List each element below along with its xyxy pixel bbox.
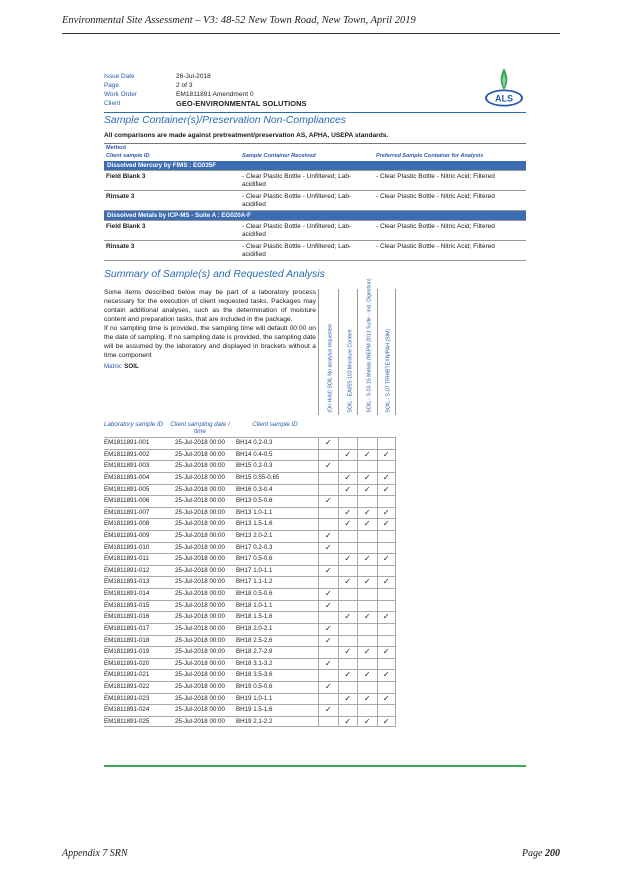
matrix-value: SOIL — [124, 363, 139, 371]
meta-value: EM1811891 Amendment 0 — [176, 91, 254, 98]
check-mark-icon — [357, 496, 377, 507]
intro-paragraph: If no sampling time is provided, the sampling time will default 00:00 on the date of sampling. If no sampling date is provided, the sampling date will be assumed by the laboratory and displayed in brackets without a time component — [104, 324, 316, 359]
client-sample-id: BH13 1.5-1.6 — [236, 520, 273, 528]
preferred-container: - Clear Plastic Bottle - Nitric Acid; Filtered — [374, 191, 526, 211]
check-mark-icon — [338, 624, 358, 635]
check-mark-icon: ✓ — [318, 705, 338, 716]
check-mark-icon — [357, 682, 377, 693]
check-mark-icon — [318, 519, 338, 530]
sampling-date: 25-Jul-2018 00:00 — [175, 717, 225, 725]
client-sample-id: BH19 1.5-1.6 — [236, 706, 273, 714]
check-mark-icon: ✓ — [377, 485, 397, 496]
sampling-date: 25-Jul-2018 00:00 — [175, 532, 225, 540]
lab-sample-id: EM1811891-011 — [104, 555, 149, 563]
sampling-date: 25-Jul-2018 00:00 — [175, 694, 225, 702]
table-row — [104, 542, 396, 554]
check-mark-icon: ✓ — [357, 485, 377, 496]
table-row — [104, 704, 396, 716]
check-mark-icon — [357, 543, 377, 554]
client-sample-id: BH18 3.5-3.6 — [236, 671, 273, 679]
table-row — [104, 623, 396, 635]
check-mark-icon — [318, 694, 338, 705]
table-row — [104, 221, 526, 241]
lab-sample-id: EM1811891-024 — [104, 706, 150, 714]
table-row — [104, 530, 396, 542]
check-mark-icon — [377, 659, 397, 670]
check-mark-icon: ✓ — [338, 577, 358, 588]
check-mark-icon: ✓ — [338, 612, 358, 623]
table-row — [104, 588, 396, 600]
check-mark-icon — [377, 636, 397, 647]
lab-sample-id: EM1811891-023 — [104, 694, 150, 702]
client-sample-id: BH19 0.5-0.6 — [236, 682, 273, 690]
intro-paragraph: Some items described below may be part of a laboratory process necessary for the execution of client requested tasks. Packages may contain additional analyses, such as the determination of moisture content and preparation tasks, that are included in the package. — [104, 289, 316, 323]
sampling-date: 25-Jul-2018 00:00 — [175, 601, 225, 609]
page-footer — [62, 848, 560, 859]
lab-sample-id: EM1811891-013 — [104, 578, 150, 586]
sampling-date: 25-Jul-2018 00:00 — [175, 648, 225, 656]
page-header-title: Environmental Site Assessment – V3: 48-52 New Town Road, New Town, April 2019 — [62, 15, 416, 26]
sampling-date: 25-Jul-2018 00:00 — [175, 497, 225, 505]
check-mark-icon: ✓ — [357, 612, 377, 623]
analysis-col-metals — [357, 277, 377, 415]
table-row — [104, 191, 526, 211]
check-mark-icon — [377, 496, 397, 507]
lab-sample-id: EM1811891-019 — [104, 648, 150, 656]
client-sample-id: Field Blank 3 — [104, 171, 240, 191]
client-sample-id: BH18 1.0-1.1 — [236, 601, 273, 609]
client-sample-id: BH19 2.1-2.2 — [236, 717, 273, 725]
table-row — [104, 171, 526, 191]
client-sample-id: BH18 0.5-0.6 — [236, 590, 273, 598]
check-mark-icon — [318, 717, 338, 727]
analysis-label: SOIL - EA055-103 Moisture Content — [347, 329, 354, 413]
check-mark-icon: ✓ — [357, 554, 377, 565]
table-row — [104, 484, 396, 496]
check-mark-icon — [377, 438, 397, 449]
col-container-received: Sample Container Received — [242, 152, 316, 159]
check-mark-icon: ✓ — [377, 554, 397, 565]
table-row — [104, 611, 396, 623]
lab-sample-id: EM1811891-003 — [104, 462, 150, 470]
footer-page — [522, 848, 560, 859]
sampling-date: 25-Jul-2018 00:00 — [175, 613, 225, 621]
analysis-column-headers — [318, 277, 396, 415]
check-mark-icon: ✓ — [357, 508, 377, 519]
check-mark-icon — [338, 659, 358, 670]
check-mark-icon — [377, 705, 397, 716]
section-title-non-compliances: Sample Container(s)/Preservation Non-Compliances — [104, 112, 526, 127]
sampling-date: 25-Jul-2018 00:00 — [175, 508, 225, 516]
check-mark-icon — [377, 543, 397, 554]
analysis-label: SOIL - S-07 TRH/BTEXN/PAH (SIM) — [385, 328, 392, 413]
check-mark-icon: ✓ — [377, 473, 397, 484]
lab-sample-id: EM1811891-007 — [104, 508, 150, 516]
report-meta — [104, 72, 526, 110]
client-sample-id: Rinsate 3 — [104, 241, 240, 261]
col-sampling-date: Client sampling date / time — [170, 421, 230, 436]
lab-sample-id: EM1811891-005 — [104, 485, 150, 493]
client-sample-id: BH15 0.2-0.3 — [236, 462, 273, 470]
check-mark-icon: ✓ — [318, 461, 338, 472]
method-name: Dissolved Mercury by FIMS : EG035F — [104, 161, 526, 171]
check-mark-icon: ✓ — [338, 717, 358, 727]
meta-issue-date — [104, 72, 526, 81]
col-lab-sample-id: Laboratory sample ID — [104, 421, 164, 429]
check-mark-icon: ✓ — [377, 717, 397, 727]
footer-appendix: Appendix 7 SRN — [62, 848, 128, 859]
analysis-col-moisture — [338, 289, 358, 415]
sampling-date: 25-Jul-2018 00:00 — [175, 450, 225, 458]
check-mark-icon — [377, 566, 397, 577]
check-mark-icon: ✓ — [357, 670, 377, 681]
check-mark-icon — [357, 624, 377, 635]
table-row — [104, 565, 396, 577]
check-mark-icon: ✓ — [377, 450, 397, 461]
check-mark-icon: ✓ — [318, 601, 338, 612]
check-mark-icon — [318, 485, 338, 496]
non-compliance-table — [104, 143, 526, 261]
check-mark-icon: ✓ — [377, 577, 397, 588]
page-number: 200 — [545, 848, 560, 859]
client-sample-id: BH16 0.3-0.4 — [236, 485, 273, 493]
client-sample-id: BH18 2.7-2.8 — [236, 648, 273, 656]
sampling-date: 25-Jul-2018 00:00 — [175, 590, 225, 598]
check-mark-icon — [318, 508, 338, 519]
analysis-col-on-hold — [318, 289, 338, 415]
check-mark-icon — [338, 438, 358, 449]
section-title-summary: Summary of Sample(s) and Requested Analysis — [104, 269, 325, 281]
client-sample-id: BH17 1.1-1.2 — [236, 578, 273, 586]
check-mark-icon: ✓ — [377, 670, 397, 681]
check-mark-icon: ✓ — [377, 694, 397, 705]
check-mark-icon: ✓ — [338, 485, 358, 496]
table-row — [104, 646, 396, 658]
check-mark-icon: ✓ — [318, 438, 338, 449]
table-row — [104, 658, 396, 670]
analysis-label: (On Hold) SOIL No analysis requested — [327, 323, 334, 413]
check-mark-icon: ✓ — [377, 519, 397, 530]
check-mark-icon — [357, 531, 377, 542]
client-sample-id: BH15 0.55-0.65 — [236, 473, 280, 481]
check-mark-icon: ✓ — [357, 694, 377, 705]
check-mark-icon: ✓ — [318, 531, 338, 542]
check-mark-icon: ✓ — [338, 508, 358, 519]
meta-value: 26-Jul-2018 — [176, 73, 211, 80]
check-mark-icon: ✓ — [318, 682, 338, 693]
check-mark-icon: ✓ — [377, 612, 397, 623]
table-row — [104, 693, 396, 705]
check-mark-icon — [318, 554, 338, 565]
check-mark-icon — [338, 566, 358, 577]
preferred-container: - Clear Plastic Bottle - Nitric Acid; Filtered — [374, 221, 526, 241]
table-row — [104, 437, 396, 449]
preferred-container: - Clear Plastic Bottle - Nitric Acid; Filtered — [374, 171, 526, 191]
meta-client — [104, 99, 526, 108]
lab-sample-id: EM1811891-022 — [104, 682, 150, 690]
sampling-date: 25-Jul-2018 00:00 — [175, 682, 225, 690]
col-preferred-container: Preferred Sample Container for Analysis — [376, 152, 484, 159]
check-mark-icon — [338, 543, 358, 554]
lab-sample-id: EM1811891-012 — [104, 566, 150, 574]
method-group-row — [104, 210, 526, 221]
check-mark-icon: ✓ — [338, 670, 358, 681]
lab-sample-id: EM1811891-015 — [104, 601, 150, 609]
table-row — [104, 576, 396, 588]
matrix-label: Matrix: — [104, 363, 123, 371]
analysis-label: SOIL - S-03 15 Metals (NEPM 2013 Suite - incl. Digestion) — [366, 277, 373, 413]
check-mark-icon — [377, 531, 397, 542]
sampling-date: 25-Jul-2018 00:00 — [175, 578, 225, 586]
sampling-date: 25-Jul-2018 00:00 — [175, 462, 225, 470]
check-mark-icon — [377, 682, 397, 693]
check-mark-icon — [357, 705, 377, 716]
check-mark-icon — [318, 473, 338, 484]
check-mark-icon — [357, 659, 377, 670]
summary-header-row — [104, 421, 396, 437]
lab-sample-id: EM1811891-006 — [104, 497, 150, 505]
sampling-date: 25-Jul-2018 00:00 — [175, 555, 225, 563]
client-sample-id: BH18 2.0-2.1 — [236, 624, 273, 632]
check-mark-icon — [318, 670, 338, 681]
check-mark-icon: ✓ — [338, 647, 358, 658]
sampling-date: 25-Jul-2018 00:00 — [175, 636, 225, 644]
table-row — [104, 716, 396, 728]
client-sample-id: BH14 0.2-0.3 — [236, 439, 273, 447]
container-received: - Clear Plastic Bottle - Unfiltered; Lab-acidified — [240, 241, 374, 261]
col-client-sample-id: Client sample ID — [106, 152, 150, 159]
table-header-row — [104, 144, 526, 152]
check-mark-icon: ✓ — [318, 496, 338, 507]
table-header-row — [104, 152, 526, 161]
check-mark-icon: ✓ — [377, 508, 397, 519]
lab-sample-id: EM1811891-008 — [104, 520, 150, 528]
check-mark-icon: ✓ — [338, 473, 358, 484]
check-mark-icon — [318, 612, 338, 623]
client-sample-id: Rinsate 3 — [104, 191, 240, 211]
check-mark-icon: ✓ — [318, 659, 338, 670]
als-logo-icon — [482, 66, 526, 110]
lab-sample-id: EM1811891-014 — [104, 590, 150, 598]
check-mark-icon: ✓ — [338, 519, 358, 530]
check-mark-icon — [357, 636, 377, 647]
check-mark-icon: ✓ — [357, 717, 377, 727]
container-received: - Clear Plastic Bottle - Unfiltered; Lab-acidified — [240, 171, 374, 191]
lab-sample-id: EM1811891-025 — [104, 717, 150, 725]
check-mark-icon — [338, 461, 358, 472]
lab-sample-id: EM1811891-010 — [104, 543, 150, 551]
meta-label: Issue Date — [104, 73, 135, 80]
sampling-date: 25-Jul-2018 00:00 — [175, 473, 225, 481]
client-sample-id: BH17 0.5-0.6 — [236, 555, 273, 563]
client-sample-id: BH13 0.5-0.6 — [236, 497, 273, 505]
container-received: - Clear Plastic Bottle - Unfiltered; Lab-acidified — [240, 221, 374, 241]
meta-work-order — [104, 90, 526, 99]
check-mark-icon — [338, 531, 358, 542]
check-mark-icon — [377, 461, 397, 472]
check-mark-icon: ✓ — [357, 647, 377, 658]
check-mark-icon — [338, 682, 358, 693]
table-row — [104, 507, 396, 519]
check-mark-icon: ✓ — [357, 473, 377, 484]
lab-sample-id: EM1811891-004 — [104, 473, 150, 481]
lab-sample-id: EM1811891-020 — [104, 659, 150, 667]
sampling-date: 25-Jul-2018 00:00 — [175, 520, 225, 528]
check-mark-icon: ✓ — [338, 554, 358, 565]
table-row — [104, 553, 396, 565]
meta-value: 2 of 3 — [176, 82, 193, 89]
summary-section — [104, 277, 526, 726]
client-sample-id: BH18 1.5-1.6 — [236, 613, 273, 621]
table-row — [104, 449, 396, 461]
lab-sample-id: EM1811891-017 — [104, 624, 150, 632]
check-mark-icon — [338, 601, 358, 612]
page-prefix: Page — [521, 848, 543, 859]
check-mark-icon — [377, 624, 397, 635]
check-mark-icon: ✓ — [318, 589, 338, 600]
check-mark-icon: ✓ — [318, 624, 338, 635]
report-body — [104, 72, 526, 726]
check-mark-icon: ✓ — [357, 519, 377, 530]
sampling-date: 25-Jul-2018 00:00 — [175, 543, 225, 551]
check-mark-icon — [377, 601, 397, 612]
meta-label: Work Order — [104, 91, 137, 98]
matrix-line — [104, 363, 316, 371]
preferred-container: - Clear Plastic Bottle - Nitric Acid; Filtered — [374, 241, 526, 261]
client-sample-id: BH17 0.2-0.3 — [236, 543, 273, 551]
check-mark-icon — [318, 577, 338, 588]
table-row — [104, 600, 396, 612]
check-mark-icon — [318, 647, 338, 658]
check-mark-icon — [338, 589, 358, 600]
check-mark-icon: ✓ — [338, 450, 358, 461]
table-row — [104, 518, 396, 530]
check-mark-icon — [338, 636, 358, 647]
sampling-date: 25-Jul-2018 00:00 — [175, 439, 225, 447]
client-sample-id: BH18 2.5-2.6 — [236, 636, 273, 644]
meta-label: Page — [104, 82, 119, 89]
check-mark-icon: ✓ — [318, 543, 338, 554]
sampling-date: 25-Jul-2018 00:00 — [175, 566, 225, 574]
check-mark-icon — [357, 601, 377, 612]
check-mark-icon: ✓ — [357, 450, 377, 461]
check-mark-icon — [357, 589, 377, 600]
table-row — [104, 669, 396, 681]
container-received: - Clear Plastic Bottle - Unfiltered; Lab-acidified — [240, 191, 374, 211]
comparison-note: All comparisons are made against pretreatment/preservation AS, APHA, USEPA standards. — [104, 132, 389, 139]
check-mark-icon — [357, 566, 377, 577]
meta-value: GEO-ENVIRONMENTAL SOLUTIONS — [176, 99, 307, 108]
summary-rows — [104, 437, 396, 727]
lab-sample-id: EM1811891-002 — [104, 450, 150, 458]
lab-sample-id: EM1811891-001 — [104, 439, 150, 447]
table-row — [104, 635, 396, 647]
sampling-date: 25-Jul-2018 00:00 — [175, 671, 225, 679]
col-method: Method — [104, 144, 526, 152]
client-sample-id: BH13 2.0-2.1 — [236, 532, 273, 540]
method-group-row — [104, 161, 526, 171]
analysis-col-trh — [377, 289, 397, 415]
check-mark-icon — [318, 450, 338, 461]
check-mark-icon — [338, 705, 358, 716]
check-mark-icon — [357, 461, 377, 472]
client-sample-id: BH18 3.1-3.2 — [236, 659, 273, 667]
client-sample-id: BH14 0.4-0.5 — [236, 450, 273, 458]
check-mark-icon — [377, 589, 397, 600]
sampling-date: 25-Jul-2018 00:00 — [175, 485, 225, 493]
sampling-date: 25-Jul-2018 00:00 — [175, 706, 225, 714]
footer-rule — [104, 765, 526, 767]
header-rule — [62, 33, 560, 34]
check-mark-icon: ✓ — [377, 647, 397, 658]
client-sample-id: BH13 1.0-1.1 — [236, 508, 273, 516]
check-mark-icon: ✓ — [318, 566, 338, 577]
lab-sample-id: EM1811891-021 — [104, 671, 150, 679]
check-mark-icon — [338, 496, 358, 507]
lab-sample-id: EM1811891-018 — [104, 636, 150, 644]
meta-page — [104, 81, 526, 90]
check-mark-icon: ✓ — [338, 694, 358, 705]
client-sample-id: BH19 1.0-1.1 — [236, 694, 273, 702]
summary-intro — [104, 289, 316, 372]
check-mark-icon — [357, 438, 377, 449]
table-row — [104, 495, 396, 507]
method-name: Dissolved Metals by ICP-MS - Suite A : EG020A-F — [104, 210, 526, 221]
lab-sample-id: EM1811891-016 — [104, 613, 150, 621]
table-row — [104, 681, 396, 693]
svg-text:ALS: ALS — [495, 93, 513, 104]
col-client-sample-id: Client sample ID — [252, 421, 298, 429]
table-row — [104, 460, 396, 472]
table-row — [104, 472, 396, 484]
meta-label: Client — [104, 100, 121, 107]
check-mark-icon: ✓ — [318, 636, 338, 647]
sampling-date: 25-Jul-2018 00:00 — [175, 659, 225, 667]
lab-sample-id: EM1811891-009 — [104, 532, 150, 540]
check-mark-icon: ✓ — [357, 577, 377, 588]
sampling-date: 25-Jul-2018 00:00 — [175, 624, 225, 632]
client-sample-id: BH17 1.0-1.1 — [236, 566, 273, 574]
client-sample-id: Field Blank 3 — [104, 221, 240, 241]
table-row — [104, 241, 526, 261]
